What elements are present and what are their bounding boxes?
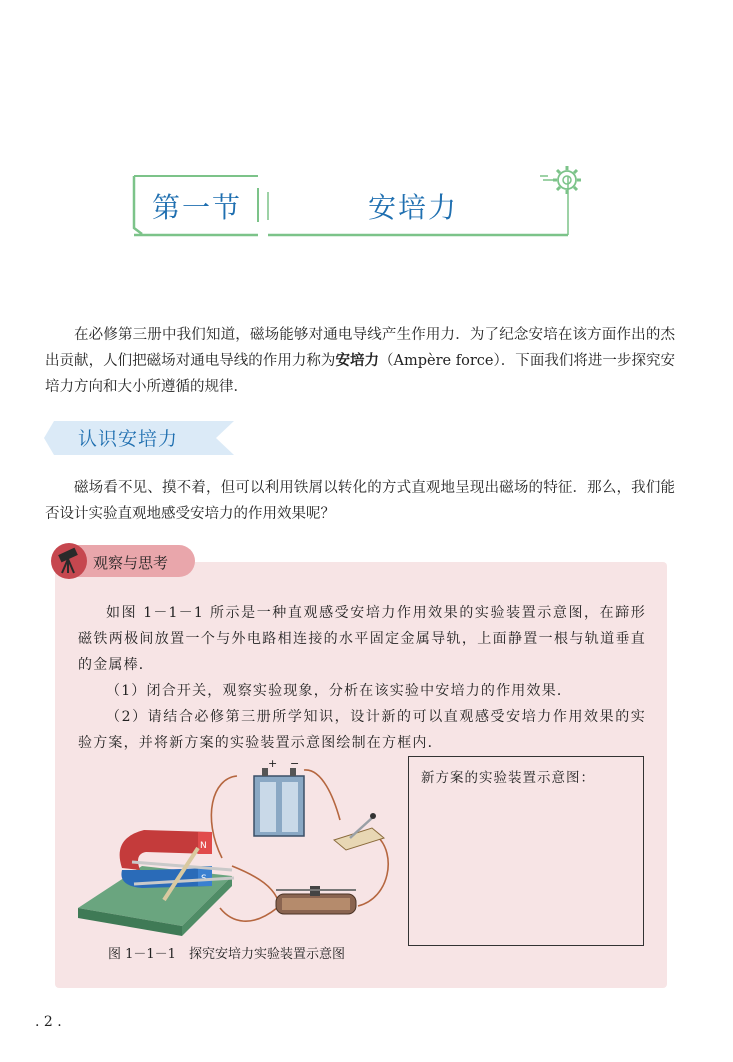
experiment-apparatus-figure	[72, 758, 402, 948]
gear-icon	[543, 155, 593, 205]
section-paragraph: 磁场看不见、摸不着，但可以利用铁屑以转化的方式直观地呈现出磁场的特征．那么，我们能否设计实验直观地感受安培力的作用效果呢？	[45, 480, 675, 522]
section-heading: 认识安培力	[78, 428, 179, 450]
figure-caption: 图 1－1－1 探究安培力实验装置示意图	[108, 947, 345, 962]
new-design-box-label: 新方案的实验装置示意图：	[421, 770, 595, 786]
battery	[254, 768, 304, 836]
question-1: （1）闭合开关，观察实验现象，分析在该实验中安培力的作用效果．	[106, 683, 573, 699]
section-number: 第一节	[152, 191, 243, 224]
magnet-n-label: N	[200, 841, 207, 851]
battery-minus-label: −	[290, 758, 300, 770]
rheostat	[276, 886, 356, 914]
observe-paragraph: 如图 1－1－1 所示是一种直观感受安培力作用效果的实验装置示意图，在蹄形磁铁两极间放置一个与外电路相连接的水平固定金属导轨，上面静置一根与轨道垂直的金属棒．	[78, 605, 646, 673]
page-title: 安培力	[368, 191, 459, 224]
page-number: . 2 .	[35, 1014, 62, 1030]
switch	[334, 813, 384, 850]
intro-paragraph: 在必修第三册中我们知道，磁场能够对通电导线产生作用力．为了纪念安培在该方面作出的杰出贡献，人们把磁场对通电导线的作用力称为安培力（Ampère force）．下面我们将进一步探究安培力方向和大小所遵循的规律．	[45, 327, 676, 395]
battery-plus-label: +	[268, 758, 278, 770]
question-2: （2）请结合必修第三册所学知识，设计新的可以直观感受安培力作用效果的实验方案，并将新方案的实验装置示意图绘制在方框内．	[78, 709, 646, 751]
term-ampere-force: 安培力	[335, 353, 380, 369]
observe-think-label: 观察与思考	[93, 554, 169, 572]
